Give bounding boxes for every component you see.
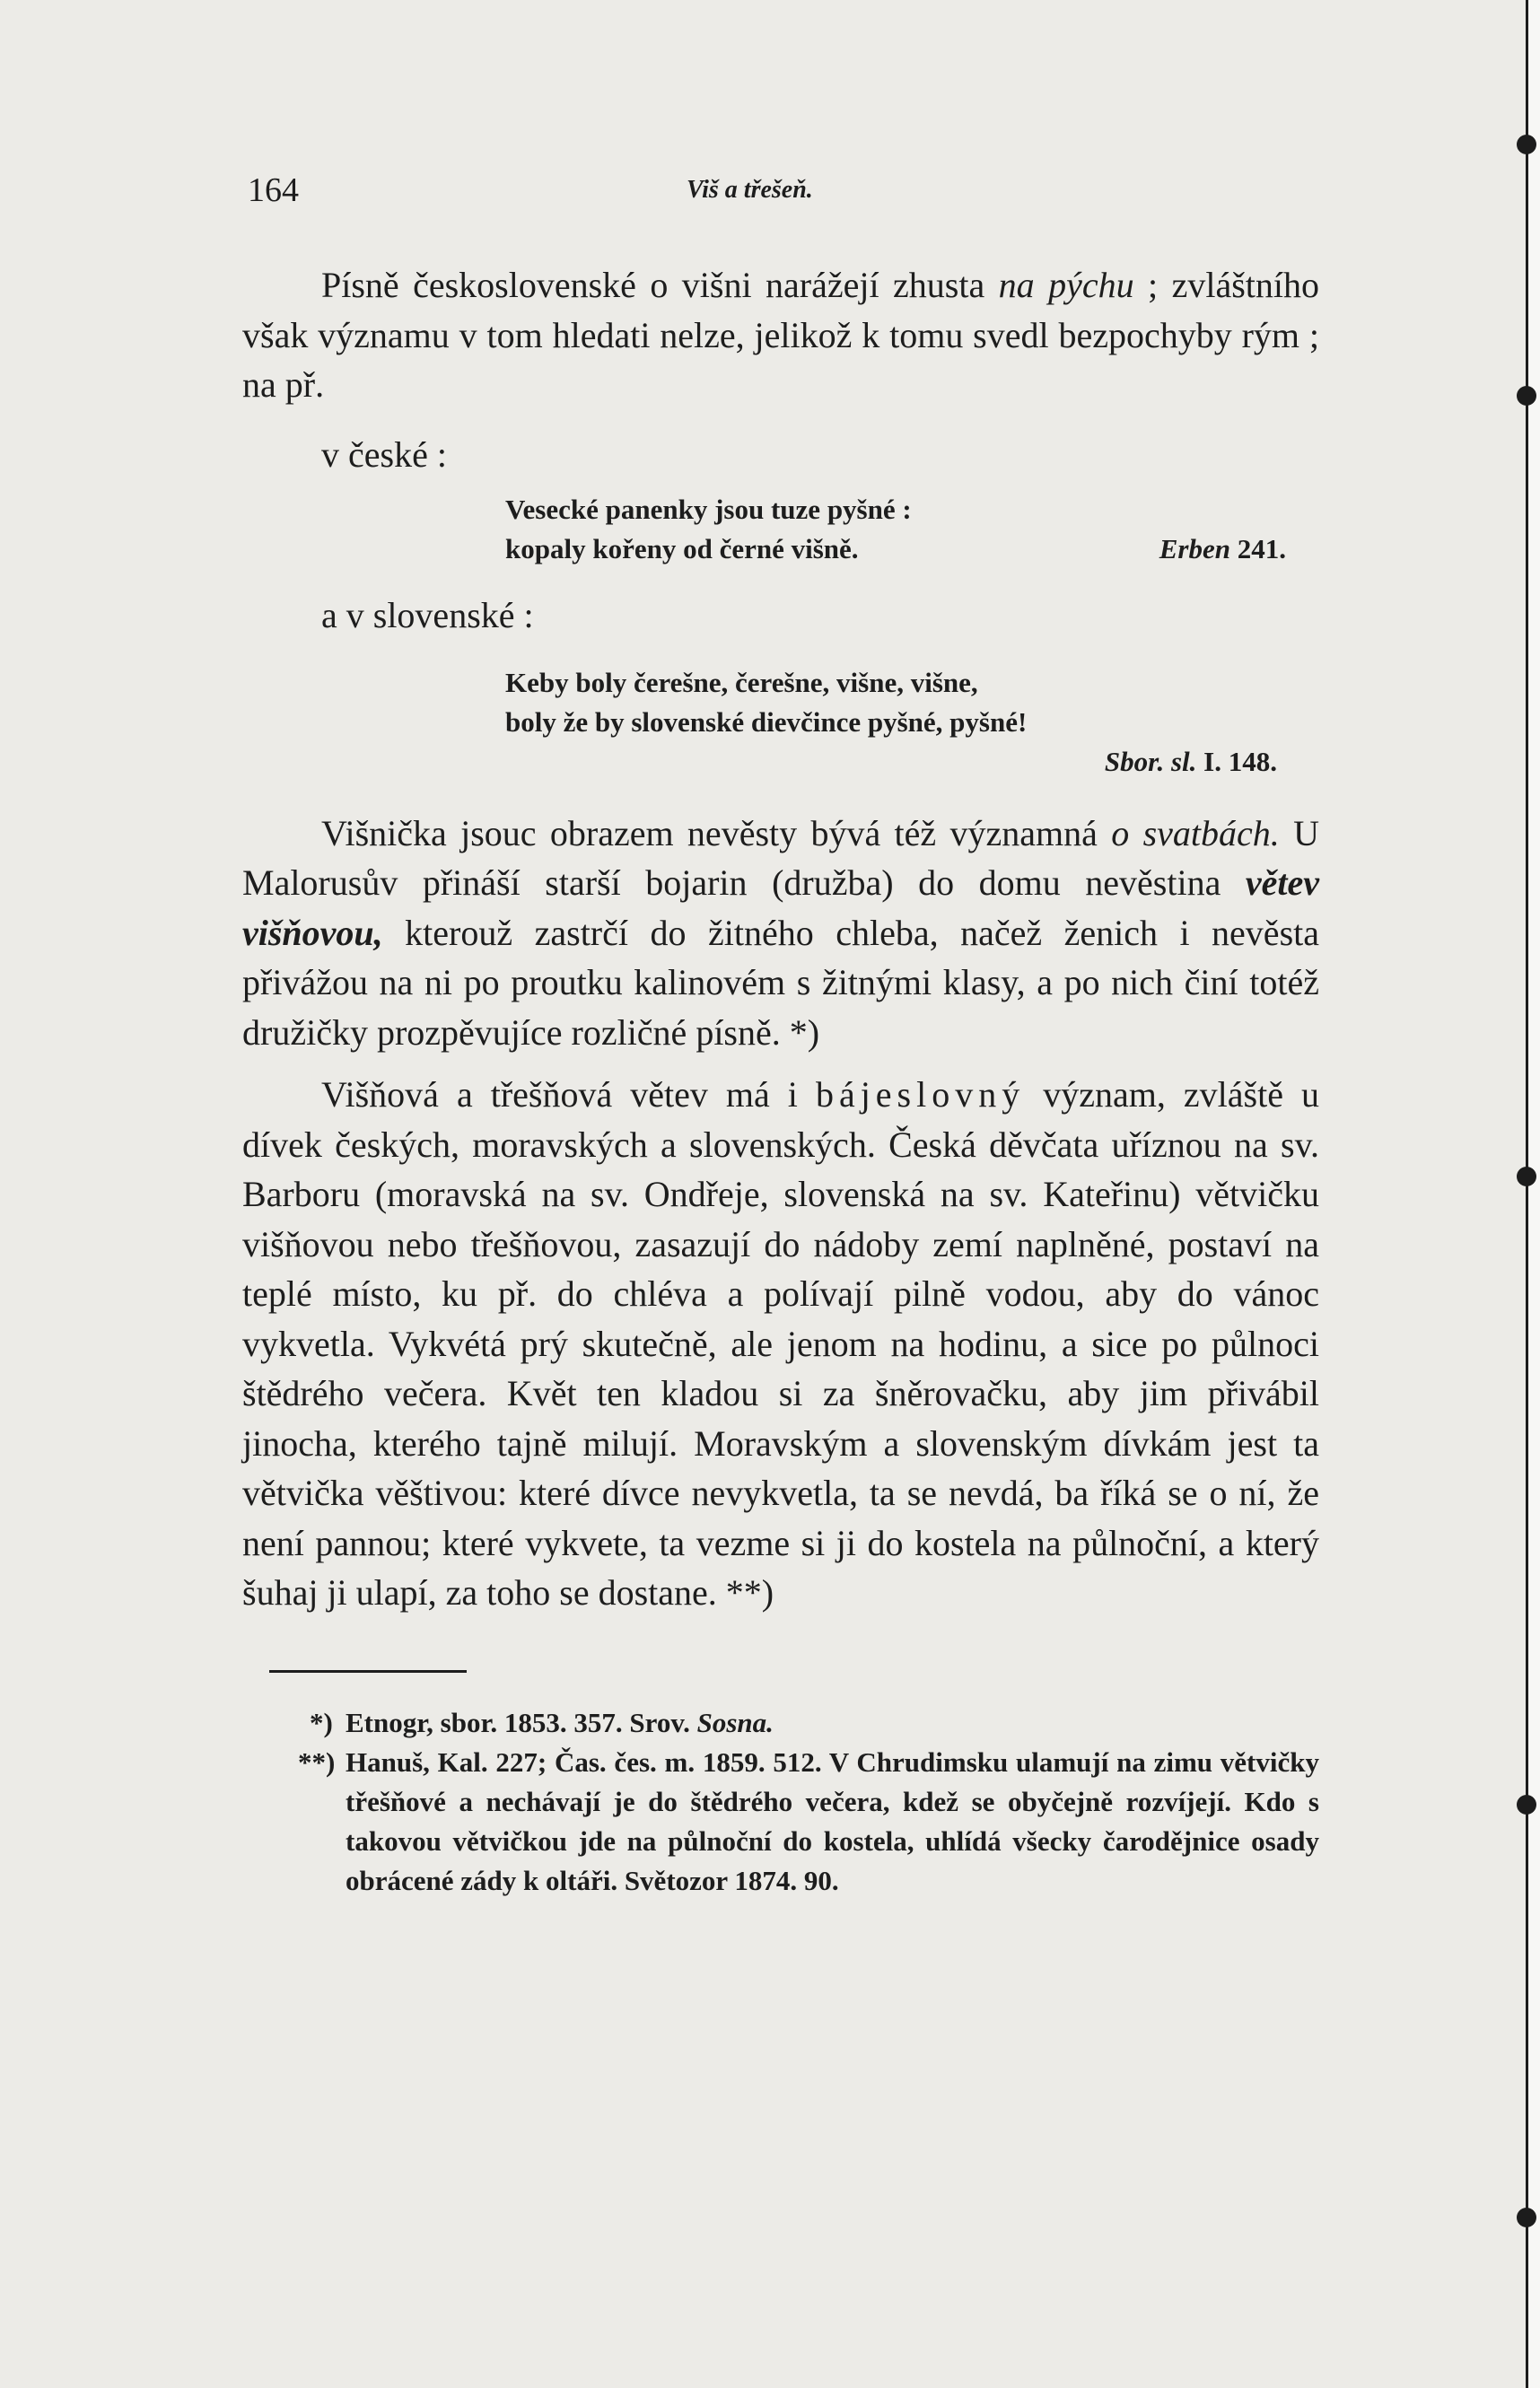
edge-mark — [1517, 1795, 1536, 1815]
label-czech: v české : — [321, 433, 447, 475]
footnote-emphasis: Sosna. — [696, 1706, 774, 1738]
text: U Malorusův přináší starší bojarin (družba) do domu nevěstina — [242, 812, 1319, 903]
paragraph-3 — [242, 1070, 1319, 1618]
edge-mark — [1517, 1167, 1536, 1186]
verse-slovak — [505, 663, 1286, 782]
emphasis: o svatbách. — [1111, 812, 1280, 853]
label-slovak: a v slovenské : — [321, 594, 534, 635]
paragraph-2 — [242, 809, 1319, 1058]
page-header — [242, 162, 1319, 224]
page-edge — [1526, 0, 1540, 2388]
footnote-text: Hanuš, Kal. 227; Čas. čes. m. 1859. 512. V Chrudimsku ulamují na zimu větvičky třešňové a nechávají je do štědrého večera, kdež se obyčejně rozvíjejí. Kdo s takovou větvičkou jde na půlnoční do kostela, uhlídá všecky čarodějnice osady obrácené zády k oltáři. Světozor 1874. 90. — [346, 1745, 1319, 1896]
page-number: 164 — [248, 171, 299, 209]
text: Višňová a třešňová větev má i — [321, 1074, 816, 1115]
verse-line-with-source — [505, 529, 1286, 569]
text: Višnička jsouc obrazem nevěsty bývá též významná — [321, 812, 1112, 853]
edge-mark — [1517, 2208, 1536, 2227]
verse-czech — [505, 490, 1286, 569]
verse-source — [505, 742, 1286, 782]
footnote-divider — [269, 1670, 467, 1673]
text: význam, zvláště u dívek českých, moravských a slovenských. Česká děvčata uříznou na sv. Barboru (moravská na sv. Ondřeje, slovenská na sv. Kateřinu) větvičku višňovou nebo třešňovou, zasazují do nádoby zemí naplněné, postaví na teplé místo, ku př. do chléva a polívají pilně vodou, aby do vánoc vykvetla. Vykvétá prý skutečně, ale jenom na hodinu, a sice po půlnoci štědrého večera. Květ ten kladou si za šněrovačku, aby jim přivábil jinocha, kterého tajně milují. Moravským a slovenským dívkám jest ta větvička věštivou: které dívce nevykvetla, ta se nevdá, ba říká se o ní, že není pannou; které vykvete, ta vezme si ji do kostela na půlnoční, a který šuhaj ji ulapí, za toho se dostane. **) — [242, 1074, 1319, 1613]
verse-line: boly že by slovenské dievčince pyšné, pyšné! — [505, 705, 1028, 738]
running-title: Viš a třešeň. — [687, 176, 813, 204]
edge-mark — [1517, 135, 1536, 154]
footnote-1 — [242, 1703, 1319, 1743]
footnotes — [242, 1703, 1319, 1901]
emphasis: na pýchu — [998, 265, 1134, 305]
source-name: Erben — [1159, 532, 1230, 564]
source-number: 241. — [1230, 532, 1286, 564]
footnote-2 — [242, 1743, 1319, 1901]
book-page — [242, 162, 1319, 1901]
verse-source — [1159, 529, 1286, 569]
paragraph-1 — [242, 260, 1319, 410]
edge-mark — [1517, 386, 1536, 406]
verse-line: kopaly kořeny od černé višně. — [505, 532, 859, 564]
text: Písně československé o višni narážejí zhusta — [321, 265, 999, 305]
footnote-mark: *) — [310, 1706, 333, 1738]
text: kterouž zastrčí do žitného chleba, načež ženich i nevěsta přivážou na ni po proutku kalinovém s žitnými klasy, a po nich činí totéž družičky prozpěvujíce rozličné písně. *) — [242, 912, 1319, 1053]
source-number: I. 148. — [1196, 745, 1277, 777]
verse-line: Keby boly čerešne, čerešne, višne, višne, — [505, 666, 978, 698]
verse-line: Vesecké panenky jsou tuze pyšné : — [505, 493, 912, 525]
footnote-text: Etnogr, sbor. 1853. 357. Srov. — [346, 1706, 697, 1738]
spaced-emphasis: bájeslovný — [815, 1074, 1026, 1115]
source-name: Sbor. sl. — [1104, 745, 1197, 777]
emphasis: větev višňovou, — [242, 862, 1319, 953]
footnote-mark: **) — [298, 1745, 336, 1778]
text: ; zvláštního však významu v tom hledati nelze, jelikož k tomu svedl bezpochyby rým ; na př. — [242, 265, 1320, 405]
